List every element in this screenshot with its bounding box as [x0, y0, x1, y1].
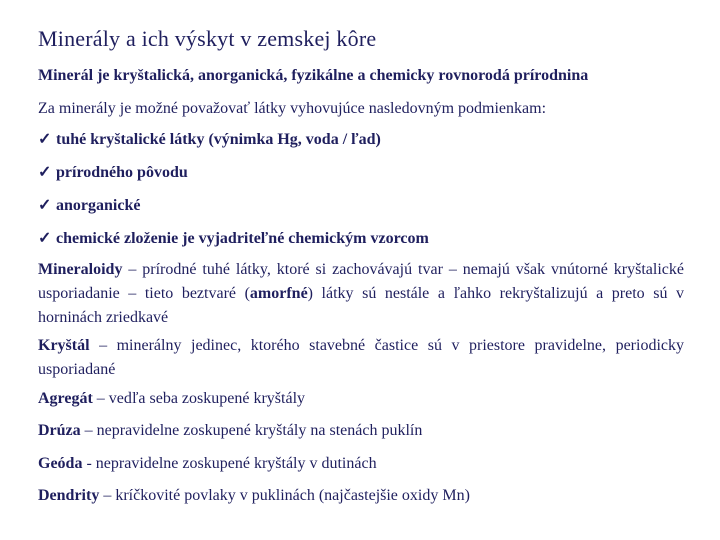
checkmark-icon: ✓ — [38, 230, 52, 247]
term-agregat: Agregát — [38, 390, 93, 407]
slide-title: Minerály a ich výskyt v zemskej kôre — [38, 26, 377, 51]
geoda-paragraph — [38, 452, 684, 476]
checkmark-icon: ✓ — [38, 131, 52, 148]
term-geoda: Geóda — [38, 455, 83, 472]
condition-text: chemické zloženie je vyjadriteľné chemickým vzorcom — [56, 230, 429, 247]
agregat-text: – vedľa seba zoskupené kryštály — [92, 390, 306, 407]
checkmark-icon: ✓ — [38, 164, 52, 181]
term-mineraloidy: Mineraloidy — [38, 261, 123, 278]
dendrity-paragraph — [38, 484, 684, 508]
mineraloidy-text-1: – prírodné tuhé látky, ktoré si zachovávajú tvar – nemajú však vnútorné kryštalické usporiadanie – tieto beztvaré ( — [38, 261, 684, 302]
term-dendrity: Dendrity — [38, 487, 100, 504]
mineraloidy-text-2: ) látky sú nestále a ľahko rekryštalizujú a preto sú v horninách zriedkavé — [38, 285, 685, 326]
term-krystal: Kryštál — [38, 337, 90, 354]
krystal-text: – minerálny jedinec, ktorého stavebné častice sú v priestore pravidelne, periodicky usporiadané — [38, 337, 684, 378]
condition-item — [38, 161, 684, 185]
condition-text: prírodného pôvodu — [56, 164, 188, 181]
mineral-definition: Minerál je kryštalická, anorganická, fyzikálne a chemicky rovnorodá prírodnina — [38, 67, 589, 84]
term-druza: Drúza — [38, 422, 81, 439]
term-amorfne: amorfné — [249, 285, 308, 302]
condition-item — [38, 194, 684, 218]
druza-paragraph — [38, 419, 684, 443]
geoda-text: - nepravidelne zoskupené kryštály v dutinách — [82, 455, 377, 472]
dendrity-text: – kríčkovité povlaky v puklinách (najčastejšie oxidy Mn) — [99, 487, 470, 504]
conditions-intro: Za minerály je možné považovať látky vyhovujúce nasledovným podmienkam: — [38, 100, 547, 117]
condition-text: anorganické — [56, 197, 141, 214]
mineraloidy-paragraph — [38, 258, 684, 330]
druza-text: – nepravidelne zoskupené kryštály na stenách puklín — [80, 422, 423, 439]
condition-item — [38, 227, 684, 251]
condition-item — [38, 128, 684, 152]
checkmark-icon: ✓ — [38, 197, 52, 214]
krystal-paragraph — [38, 334, 684, 382]
condition-text: tuhé kryštalické látky (výnimka Hg, voda / ľad) — [56, 131, 381, 148]
agregat-paragraph — [38, 387, 684, 411]
